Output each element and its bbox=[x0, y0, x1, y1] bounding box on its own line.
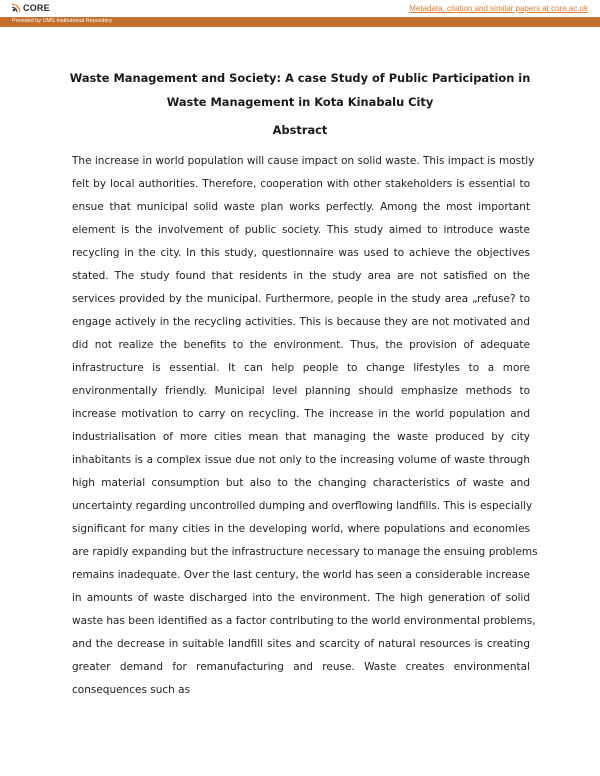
provided-by-text: Provided by UMS Institutional Repository bbox=[12, 18, 112, 24]
abstract-line: uncertainty regarding uncontrolled dumping and overflowing landfills. This is especially bbox=[72, 500, 533, 512]
abstract-line: high material consumption but also to the changing characteristics of waste and bbox=[72, 477, 530, 489]
abstract-line: and the decrease in suitable landfill sites and scarcity of natural resources is creating bbox=[72, 638, 530, 650]
abstract-line: felt by local authorities. Therefore, cooperation with other stakeholders is essential to bbox=[72, 178, 530, 190]
abstract-line: ensue that municipal solid waste plan works perfectly. Among the most important bbox=[72, 201, 530, 213]
abstract-line: infrastructure is essential. It can help people to change lifestyles to a more bbox=[72, 362, 530, 374]
paper-title-line: Waste Management and Society: A case Study of Public Participation in bbox=[69, 71, 531, 85]
abstract-line: are rapidly expanding but the infrastructure necessary to manage the ensuing problems bbox=[72, 546, 538, 558]
abstract-line: engage actively in the recycling activities. This is because they are not motivated and bbox=[72, 316, 530, 328]
abstract-line: stated. The study found that residents in the study area are not satisfied on the bbox=[72, 270, 530, 282]
abstract-line: significant for many cities in the developing world, where populations and economies bbox=[72, 523, 530, 535]
abstract-line: waste has been identified as a factor contributing to the world environmental problems, bbox=[72, 615, 536, 627]
abstract-line: increase motivation to carry on recycling. The increase in the world population and bbox=[72, 408, 530, 420]
abstract-line: in amounts of waste discharged into the environment. The high generation of solid bbox=[72, 592, 530, 604]
provider-bar bbox=[0, 17, 600, 27]
core-header bbox=[0, 0, 600, 17]
core-logo-text: CORE bbox=[23, 3, 50, 13]
core-logo-icon bbox=[11, 3, 21, 13]
abstract-line: consequences such as bbox=[72, 684, 191, 696]
abstract-line: industrialisation of more cities mean that managing the waste produced by city bbox=[72, 431, 530, 443]
abstract-heading: Abstract bbox=[272, 123, 328, 137]
abstract-body bbox=[72, 150, 538, 702]
abstract-line: services provided by the municipal. Furthermore, people in the study area „refuse? to bbox=[72, 293, 530, 305]
abstract-line: The increase in world population will cause impact on solid waste. This impact is mostly bbox=[72, 155, 535, 167]
paper-title bbox=[60, 66, 540, 114]
abstract-line: did not realize the benefits to the environment. Thus, the provision of adequate bbox=[72, 339, 530, 351]
core-metadata-link[interactable]: Metadata, citation and similar papers at core.ac.uk bbox=[409, 4, 588, 13]
abstract-line: remains inadequate. Over the last century, the world has seen a considerable increase bbox=[72, 569, 530, 581]
abstract-line: recycling in the city. In this study, questionnaire was used to achieve the objectives bbox=[72, 247, 530, 259]
core-logo[interactable] bbox=[11, 3, 50, 13]
abstract-line: environmentally friendly. Municipal level planning should emphasize methods to bbox=[72, 385, 530, 397]
abstract-line: inhabitants is a complex issue due not only to the increasing volume of waste through bbox=[72, 454, 530, 466]
paper-title-line: Waste Management in Kota Kinabalu City bbox=[166, 95, 434, 109]
abstract-line: greater demand for remanufacturing and reuse. Waste creates environmental bbox=[72, 661, 530, 673]
abstract-line: element is the involvement of public society. This study aimed to introduce waste bbox=[72, 224, 530, 236]
